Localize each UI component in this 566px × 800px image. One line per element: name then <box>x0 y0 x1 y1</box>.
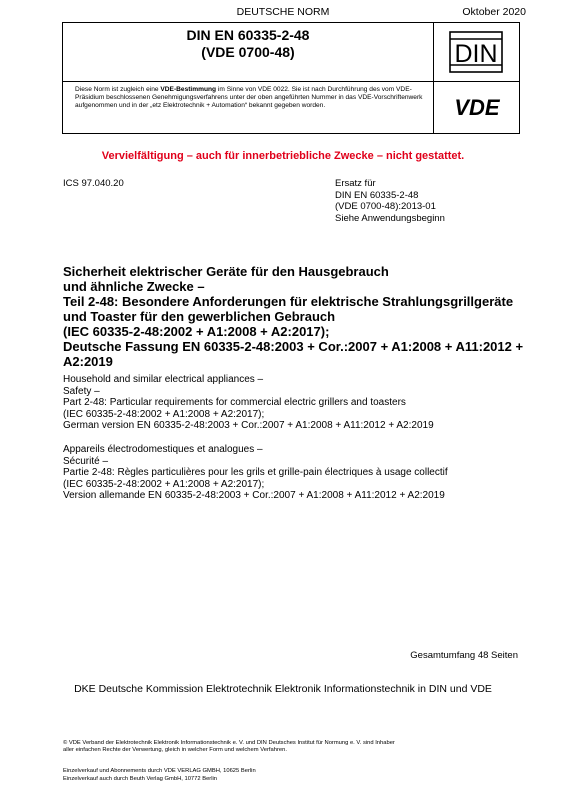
dke-line: DKE Deutsche Kommission Elektrotechnik Elektronik Informationstechnik in DIN und VDE <box>74 683 492 695</box>
box-divider-horizontal-logo <box>433 81 520 82</box>
vde-number: (VDE 0700-48) <box>201 44 295 60</box>
title-english-line: (IEC 60335-2-48:2002 + A1:2008 + A2:2017); <box>63 408 265 420</box>
title-german-line: und ähnliche Zwecke – <box>63 279 205 294</box>
box-divider-horizontal <box>63 81 433 82</box>
title-french-line: (IEC 60335-2-48:2002 + A1:2008 + A2:2017); <box>63 478 265 490</box>
title-english <box>63 374 533 432</box>
sales-line: Einzelverkauf und Abonnements durch VDE VERLAG GMBH, 10625 Berlin <box>63 768 256 774</box>
title-french <box>63 444 533 502</box>
vde-note-bold: VDE-Bestimmung <box>160 86 217 93</box>
replaces-line: Siehe Anwendungsbeginn <box>335 212 445 224</box>
title-english-line: Household and similar electrical appliances – <box>63 374 264 385</box>
title-german-line: Teil 2-48: Besondere Anforderungen für elektrische Strahlungsgrillgeräte <box>63 294 514 309</box>
vde-logo-text: VDE <box>454 95 500 119</box>
copyright-line: © VDE Verband der Elektrotechnik Elektronik Informationstechnik e. V. und DIN Deutsches Institut für Normung e. V. sind Inhaber <box>63 740 395 746</box>
sales-line: Einzelverkauf auch durch Beuth Verlag GmbH, 10772 Berlin <box>63 776 218 783</box>
copyright-notice <box>63 740 483 754</box>
title-german-line: A2:2019 <box>63 354 113 369</box>
title-french-line: Version allemande EN 60335-2-48:2003 + Cor.:2007 + A1:2008 + A11:2012 + A2:2019 <box>63 490 445 502</box>
title-english-line: Part 2-48: Particular requirements for commercial electric grillers and toasters <box>63 397 406 409</box>
vde-note-post: im Sinne von VDE 0022. Sie ist nach Durchführung des vom VDE-Präsidium beschlossenen Genehmigungsverfahrens unter der oben angeführten Nummer in das VDE-Vorschriftenwerk aufgenommen und in der „etz Elektrotechnik + Automation“ bekannt gegeben worden. <box>75 86 423 109</box>
din-logo <box>449 31 503 73</box>
publication-date: Oktober 2020 <box>462 6 526 18</box>
replaces-line: Ersatz für <box>335 178 376 189</box>
document-type: DEUTSCHE NORM <box>236 6 330 18</box>
copyright-line: aller einfachen Rechte der Verwertung, gleich in welcher Form und welchem Verfahren. <box>63 747 287 754</box>
title-english-line: Safety – <box>63 385 100 397</box>
title-german <box>63 264 533 369</box>
title-german-line: und Toaster für den gewerblichen Gebrauch <box>63 309 336 324</box>
din-logo-text: DIN <box>454 40 498 68</box>
title-german-line: Deutsche Fassung EN 60335-2-48:2003 + Cor.:2007 + A1:2008 + A11:2012 + <box>63 339 524 354</box>
replaces-line: (VDE 0700-48):2013-01 <box>335 201 436 212</box>
replaces-line: DIN EN 60335-2-48 <box>335 189 419 201</box>
title-english-line: German version EN 60335-2-48:2003 + Cor.:2007 + A1:2008 + A11:2012 + A2:2019 <box>63 420 434 432</box>
title-french-line: Sécurité – <box>63 455 109 467</box>
title-german-line: (IEC 60335-2-48:2002 + A1:2008 + A2:2017); <box>63 324 330 339</box>
reproduction-warning: Vervielfältigung – auch für innerbetriebliche Zwecke – nicht gestattet. <box>101 150 465 162</box>
title-french-line: Appareils électrodomestiques et analogues – <box>63 444 263 455</box>
vde-logo <box>441 95 513 119</box>
vde-note <box>75 86 425 110</box>
title-box <box>62 22 520 134</box>
title-german-line: Sicherheit elektrischer Geräte für den Hausgebrauch <box>63 264 389 279</box>
replaces-block <box>335 178 445 224</box>
ics-code: ICS 97.040.20 <box>63 178 124 189</box>
vde-note-pre: Diese Norm ist zugleich eine <box>75 86 161 93</box>
box-divider-vertical <box>433 23 434 133</box>
title-french-line: Partie 2-48: Règles particulières pour les grils et grille-pain électriques à usage collectif <box>63 467 448 479</box>
sales-notice <box>63 767 483 783</box>
total-pages: Gesamtumfang 48 Seiten <box>410 650 518 661</box>
standard-number: DIN EN 60335-2-48 <box>186 27 310 43</box>
